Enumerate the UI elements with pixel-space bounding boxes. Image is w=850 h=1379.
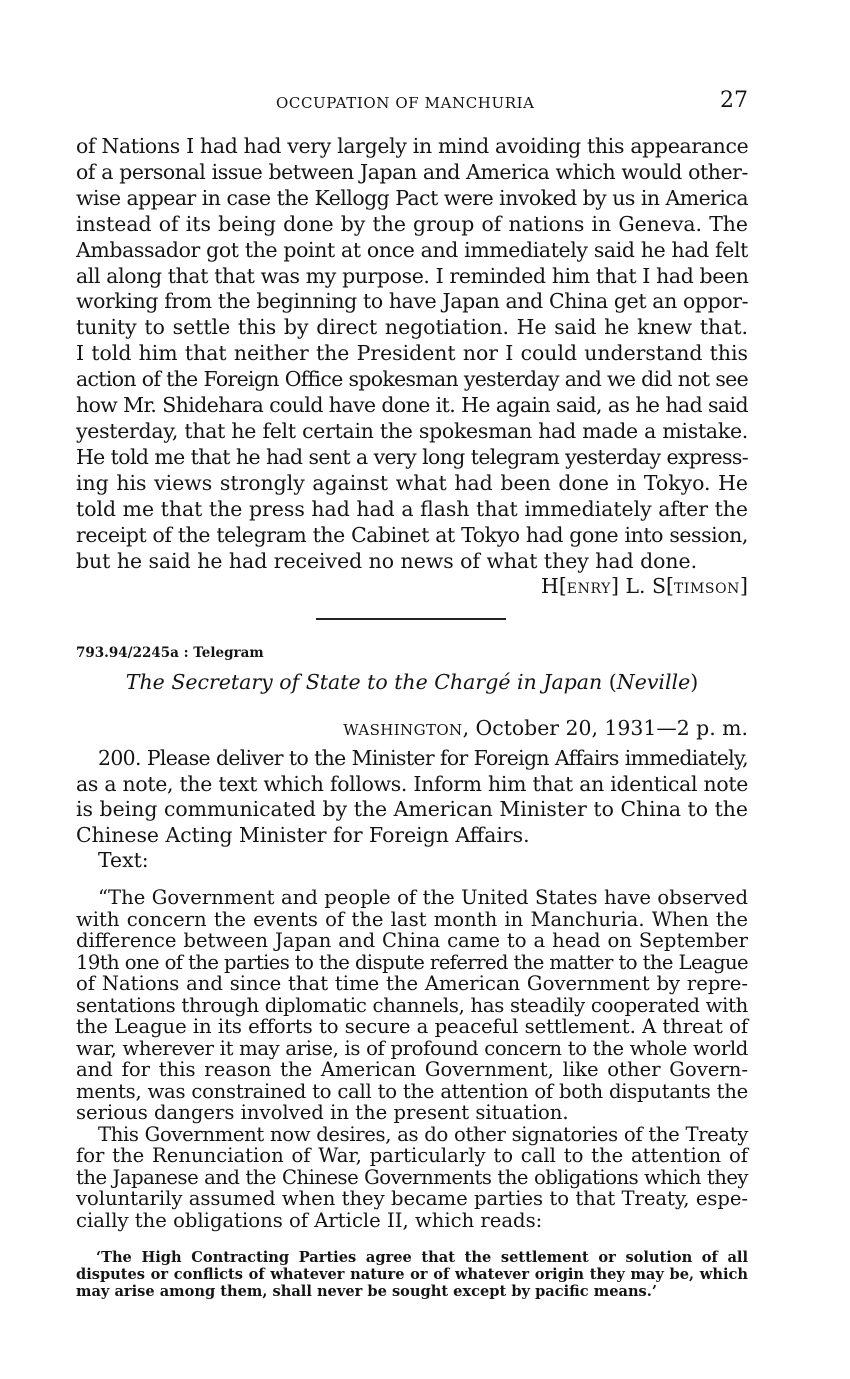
file-reference: 793.94/2245a : Telegram [76, 645, 264, 661]
instruction-paragraph [76, 746, 748, 848]
text-line: how Mr. Shidehara could have done it. He again said, as he had said [76, 393, 748, 418]
text-line: of Nations and since that time the American Government by repre- [76, 972, 748, 995]
text-line: difference between Japan and China came to a head on September [76, 929, 748, 952]
text-line: but he said he had received no news of what they had done. [76, 548, 698, 573]
text-line: is being communicated by the American Minister to China to the [76, 797, 748, 821]
dateline-date: , October 20, 1931—2 p. m. [462, 716, 748, 740]
signature-smallcaps: TIMSON [673, 581, 741, 597]
text-line: voluntarily assumed when they became parties to that Treaty, espe- [76, 1187, 748, 1210]
text-line: yesterday, that he felt certain the spokesman had made a mistake. [76, 418, 748, 443]
treaty-extract [76, 1249, 748, 1300]
signature-smallcaps: ENRY [566, 581, 612, 597]
text-line: of Nations I had had very largely in mind avoiding this appearance [76, 134, 749, 158]
continuation-paragraph [76, 134, 748, 574]
text-line: This Government now desires, as do other signatories of the Treaty [98, 1122, 748, 1146]
text-line: ments, was constrained to call to the attention of both disputants the [76, 1079, 748, 1103]
signature [76, 574, 748, 598]
text-label: Text: [98, 848, 149, 872]
heading-text: The Secretary of State to the Chargé in Japan [125, 670, 609, 694]
text-line: wise appear in case the Kellogg Pact were invoked by us in America [76, 185, 748, 210]
text-line: of a personal issue between Japan and America which would other- [76, 159, 748, 184]
text-line: Ambassador got the point at once and immediately said he had felt [76, 237, 748, 262]
signature-part: ] L. S[ [611, 574, 674, 598]
text-line: as a note, the text which follows. Inform him that an identical note [76, 771, 748, 796]
text-line: and for this reason the American Government, like other Govern- [76, 1058, 748, 1081]
text-line: the League in its efforts to secure a peaceful settlement. A threat of [76, 1015, 748, 1038]
text-line: the Japanese and the Chinese Governments the obligations which they [76, 1165, 748, 1189]
text-line: I told him that neither the President nor I could understand this [76, 341, 748, 366]
signature-part: H[ [541, 574, 567, 598]
text-line: ‘The High Contracting Parties agree that the settlement or solution of all [96, 1249, 748, 1266]
heading-paren: ) [690, 670, 699, 694]
dateline-place: WASHINGTON [343, 721, 463, 739]
text-line: war, wherever it may arise, is of profound concern to the whole world [76, 1036, 748, 1060]
text-line: tunity to settle this by direct negotiation. He said he knew that. [76, 315, 748, 340]
text-line: serious dangers involved in the present situation. [76, 1101, 569, 1124]
text-line: disputes or conflicts of whatever nature or of whatever origin they may be, which [76, 1266, 748, 1283]
text-line: with concern the events of the last month in Manchuria. When the [76, 907, 748, 931]
text-line: for the Renunciation of War, particularly to call to the attention of [76, 1144, 748, 1167]
text-line: action of the Foreign Office spokesman yesterday and we did not see [76, 367, 748, 392]
text-line: told me that the press had had a flash that immediately after the [76, 496, 748, 521]
page-number: 27 [720, 88, 748, 113]
dateline [76, 716, 748, 740]
text-line: all along that that was my purpose. I reminded him that I had been [76, 263, 749, 288]
text-line: instead of its being done by the group of nations in Geneva. The [76, 211, 748, 236]
note-text [76, 887, 748, 1231]
text-line: Chinese Acting Minister for Foreign Affairs. [76, 822, 530, 847]
document-heading [76, 670, 748, 694]
text-line: 19th one of the parties to the dispute referred the matter to the League [76, 950, 748, 974]
text-line: He told me that he had sent a very long telegram yesterday express- [76, 444, 748, 469]
text-line: “The Government and people of the United States have observed [98, 886, 748, 909]
text-line: 200. Please deliver to the Minister for Foreign Affairs immediately, [98, 746, 748, 770]
text-line: may arise among them, shall never be sought except by pacific means.’ [76, 1283, 657, 1300]
text-line: working from the beginning to have Japan and China get an oppor- [76, 289, 749, 314]
signature-part: ] [740, 574, 748, 598]
text-line: receipt of the telegram the Cabinet at Tokyo had gone into session, [76, 522, 748, 547]
running-head-title: OCCUPATION OF MANCHURIA [276, 94, 535, 112]
text-line: ing his views strongly against what had been done in Tokyo. He [76, 470, 748, 495]
heading-paren: ( [608, 670, 617, 694]
text-line: cially the obligations of Article II, which reads: [76, 1208, 543, 1232]
heading-name: Neville [616, 670, 691, 694]
section-divider [316, 618, 506, 620]
text-line: sentations through diplomatic channels, has steadily cooperated with [76, 993, 748, 1017]
